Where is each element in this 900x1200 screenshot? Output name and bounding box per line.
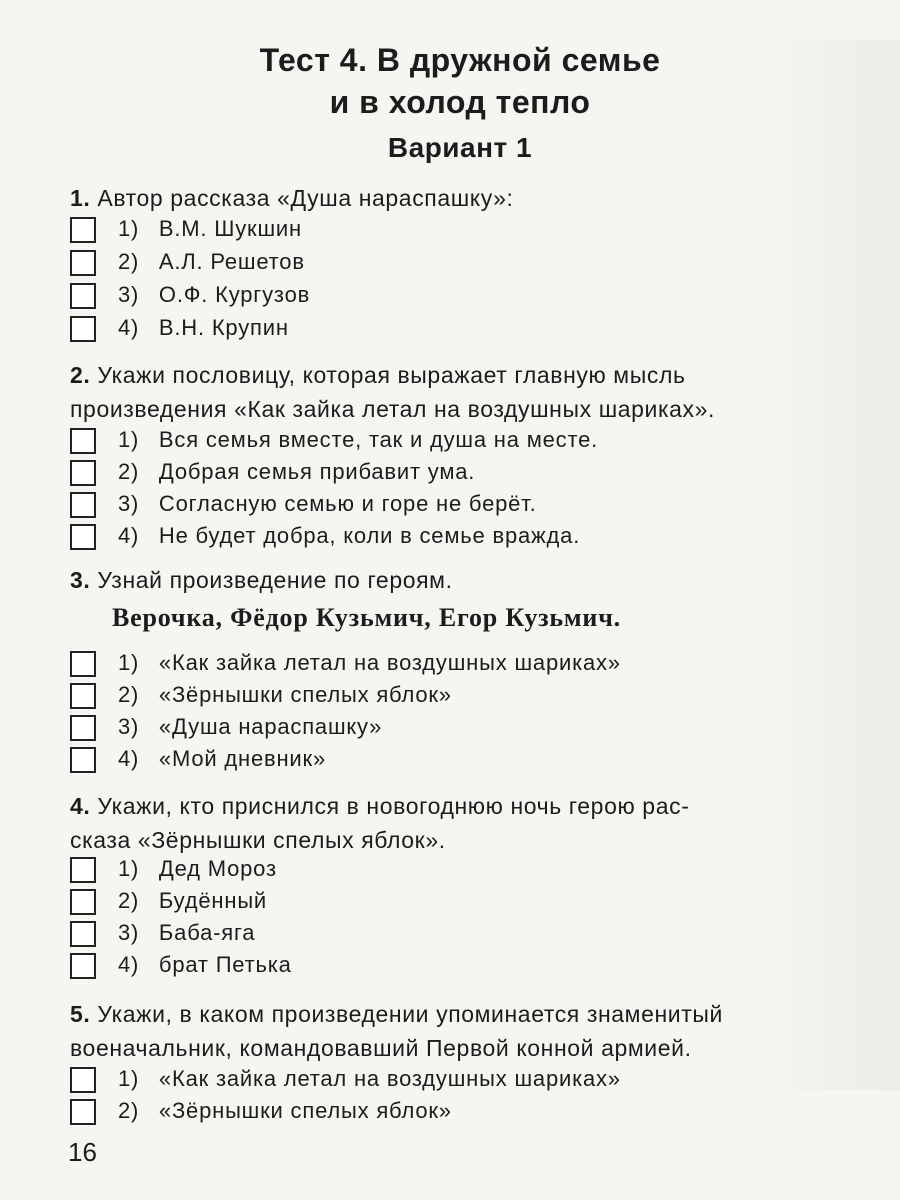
- option-text: В.Н. Крупин: [158, 315, 289, 340]
- option-text: Согласную семью и горе не берёт.: [158, 491, 537, 516]
- question-number: 2.: [70, 362, 91, 388]
- option-text: «Зёрнышки спелых яблок»: [158, 1098, 452, 1123]
- option-number: 1): [118, 216, 140, 241]
- answer-checkbox[interactable]: [70, 460, 96, 486]
- answer-checkbox[interactable]: [70, 747, 96, 773]
- question-number: 5.: [70, 1001, 91, 1027]
- option-number: 2): [118, 459, 140, 484]
- answer-checkbox[interactable]: [70, 1099, 96, 1125]
- q2-option-4[interactable]: [70, 521, 580, 551]
- option-number: 3): [118, 491, 140, 516]
- option-number: 2): [118, 1098, 140, 1123]
- answer-checkbox[interactable]: [70, 921, 96, 947]
- q5-option-1[interactable]: [70, 1064, 621, 1094]
- q4-option-3[interactable]: [70, 918, 255, 948]
- option-number: 1): [118, 856, 140, 881]
- option-number: 2): [118, 888, 140, 913]
- q4-option-1[interactable]: [70, 854, 277, 884]
- question-text-line1: Укажи, в каком произведении упоминается знаменитый: [97, 1001, 723, 1027]
- question-text-line2: сказа «Зёрнышки спелых яблок».: [70, 827, 446, 853]
- option-number: 3): [118, 920, 140, 945]
- answer-checkbox[interactable]: [70, 715, 96, 741]
- option-number: 4): [118, 523, 140, 548]
- answer-checkbox[interactable]: [70, 283, 96, 309]
- q1-option-3[interactable]: [70, 280, 310, 310]
- option-number: 1): [118, 1066, 140, 1091]
- option-number: 2): [118, 682, 140, 707]
- question-text-line1: Укажи, кто приснился в новогоднюю ночь герою рас-: [97, 793, 690, 819]
- answer-checkbox[interactable]: [70, 651, 96, 677]
- q2-option-1[interactable]: [70, 425, 598, 455]
- question-text: Узнай произведение по героям.: [97, 567, 453, 593]
- option-text: «Как зайка летал на воздушных шариках»: [158, 1066, 621, 1091]
- answer-checkbox[interactable]: [70, 857, 96, 883]
- q2-option-3[interactable]: [70, 489, 537, 519]
- question-3: [70, 563, 860, 597]
- question-number: 3.: [70, 567, 91, 593]
- test-title-line1: Тест 4. В дружной семье: [259, 42, 661, 78]
- question-5: [70, 997, 860, 1065]
- question-4: [70, 789, 860, 857]
- question-1: [70, 181, 860, 215]
- variant-title: Вариант 1: [387, 132, 533, 163]
- option-text: Добрая семья прибавит ума.: [158, 459, 476, 484]
- option-text: Не будет добра, коли в семье вражда.: [158, 523, 581, 548]
- q4-option-2[interactable]: [70, 886, 267, 916]
- test-title-line2: и в холод тепло: [329, 84, 591, 120]
- option-number: 1): [118, 427, 140, 452]
- q1-option-1[interactable]: [70, 214, 302, 244]
- question-text-line1: Укажи пословицу, которая выражает главную мысль: [97, 362, 686, 388]
- option-number: 2): [118, 249, 140, 274]
- q5-option-2[interactable]: [70, 1096, 452, 1126]
- answer-checkbox[interactable]: [70, 1067, 96, 1093]
- answer-checkbox[interactable]: [70, 953, 96, 979]
- option-text: «Мой дневник»: [158, 746, 326, 771]
- q3-option-3[interactable]: [70, 712, 382, 742]
- question-text: Автор рассказа «Душа нараспашку»:: [97, 185, 514, 211]
- option-text: Будённый: [158, 888, 268, 913]
- answer-checkbox[interactable]: [70, 428, 96, 454]
- q3-option-2[interactable]: [70, 680, 452, 710]
- option-text: брат Петька: [158, 952, 292, 977]
- option-text: Баба-яга: [158, 920, 256, 945]
- question-number: 1.: [70, 185, 91, 211]
- answer-checkbox[interactable]: [70, 217, 96, 243]
- question-number: 4.: [70, 793, 91, 819]
- page-number: 16: [68, 1137, 97, 1167]
- option-text: «Душа нараспашку»: [158, 714, 383, 739]
- option-number: 4): [118, 315, 140, 340]
- q3-option-1[interactable]: [70, 648, 621, 678]
- option-text: Вся семья вместе, так и душа на месте.: [158, 427, 599, 452]
- option-number: 4): [118, 746, 140, 771]
- q4-option-4[interactable]: [70, 950, 292, 980]
- q3-option-4[interactable]: [70, 744, 326, 774]
- option-text: А.Л. Решетов: [158, 249, 305, 274]
- answer-checkbox[interactable]: [70, 889, 96, 915]
- question-text-line2: произведения «Как зайка летал на воздушных шариках».: [70, 396, 716, 422]
- question-text-line2: военачальник, командовавший Первой конной армией.: [70, 1035, 692, 1061]
- answer-checkbox[interactable]: [70, 683, 96, 709]
- character-list: Верочка, Фёдор Кузьмич, Егор Кузьмич.: [112, 603, 621, 632]
- answer-checkbox[interactable]: [70, 250, 96, 276]
- question-2: [70, 358, 860, 426]
- option-number: 4): [118, 952, 140, 977]
- answer-checkbox[interactable]: [70, 492, 96, 518]
- q2-option-2[interactable]: [70, 457, 475, 487]
- option-number: 1): [118, 650, 140, 675]
- option-text: О.Ф. Кургузов: [158, 282, 311, 307]
- option-number: 3): [118, 714, 140, 739]
- q1-option-4[interactable]: [70, 313, 289, 343]
- option-text: Дед Мороз: [158, 856, 277, 881]
- option-number: 3): [118, 282, 140, 307]
- answer-checkbox[interactable]: [70, 316, 96, 342]
- answer-checkbox[interactable]: [70, 524, 96, 550]
- option-text: В.М. Шукшин: [158, 216, 302, 241]
- q1-option-2[interactable]: [70, 247, 305, 277]
- option-text: «Как зайка летал на воздушных шариках»: [158, 650, 621, 675]
- option-text: «Зёрнышки спелых яблок»: [158, 682, 452, 707]
